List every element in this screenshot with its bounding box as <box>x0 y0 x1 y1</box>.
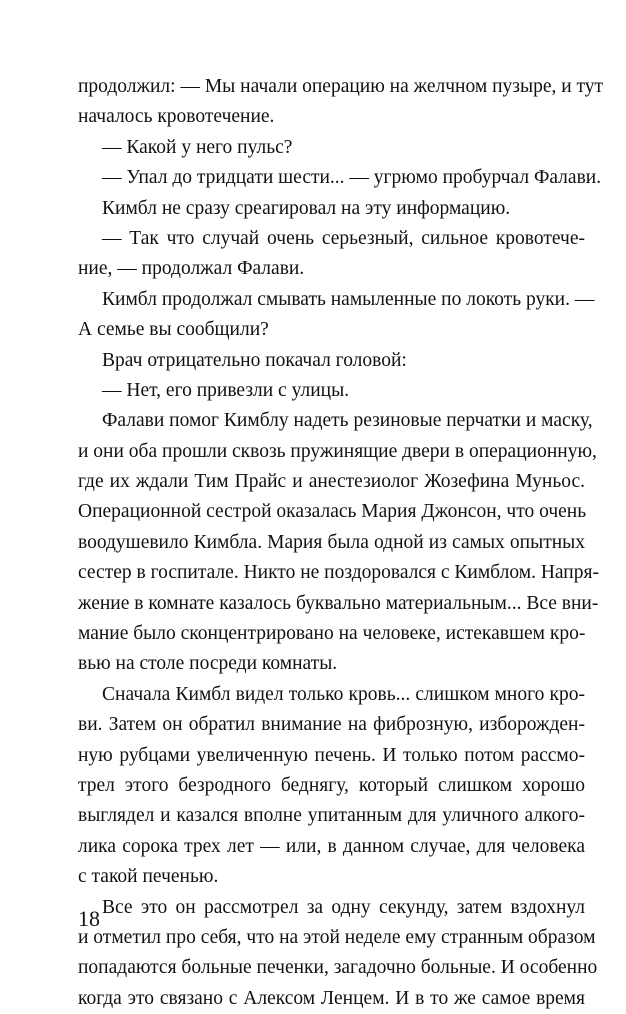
text-line: Кимбл продолжал смывать намыленные по локоть руки. — <box>102 288 595 310</box>
text-line: выглядел и казался вполне упитанным для уличного алкого- <box>78 805 585 827</box>
text-line: Все это он рассмотрел за одну секунду, затем вздохнул <box>102 896 585 918</box>
text-line: ную рубцами увеличенную печень. И только потом рассмо- <box>78 744 585 766</box>
text-line: лика сорока трех лет — или, в данном случае, для человека <box>78 835 585 857</box>
text-line: — Какой у него пульс? <box>102 136 293 158</box>
page-number: 18 <box>78 906 100 931</box>
text-line: — Упал до тридцати шести... — угрюмо пробурчал Фалави. <box>102 167 602 189</box>
text-line: началось кровотечение. <box>78 106 275 128</box>
text-line: вью на столе посреди комнаты. <box>78 653 338 675</box>
text-line: продолжил: — Мы начали операцию на желчном пузыре, и тут <box>78 76 604 97</box>
text-line: мание было сконцентрировано на человеке, истекавшем кро- <box>78 623 586 645</box>
text-line: когда это связано с Алексом Ленцем. И в то же самое время <box>78 987 585 1009</box>
text-line: попадаются больные печенки, загадочно больные. И особенно <box>78 957 598 979</box>
text-line: — Так что случай очень серьезный, сильное кровотече- <box>102 227 585 249</box>
text-line: жение в комнате казалось буквально материальным... Все вни- <box>78 592 599 614</box>
text-line: с такой печенью. <box>78 866 219 888</box>
text-line: Врач отрицательно покачал головой: <box>102 349 407 371</box>
text-line: где их ждали Тим Прайс и анестезиолог Жозефина Муньос. <box>78 471 585 493</box>
text-line: и они оба прошли сквозь пружинящие двери в операционную, <box>78 440 597 462</box>
page-body <box>78 72 604 1014</box>
text-line: Фалави помог Кимблу надеть резиновые перчатки и маску, <box>102 410 593 432</box>
text-line: и отметил про себя, что на этой неделе ему странным образом <box>78 926 596 948</box>
text-line: ви. Затем он обратил внимание на фиброзную, изборожден- <box>78 714 585 736</box>
text-line: воодушевило Кимбла. Мария была одной из самых опытных <box>78 531 585 553</box>
text-line: ние, — продолжал Фалави. <box>78 258 305 280</box>
text-line: Кимбл не сразу среагировал на эту информацию. <box>102 197 511 219</box>
text-line: трел этого безродного беднягу, который слишком хорошо <box>78 774 585 796</box>
text-line: — Нет, его привезли с улицы. <box>102 379 350 401</box>
text-line: А семье вы сообщили? <box>78 319 269 341</box>
text-line: сестер в госпитале. Никто не поздоровался с Кимблом. Напря- <box>78 562 599 584</box>
text-line: Сначала Кимбл видел только кровь... слишком много кро- <box>102 683 585 705</box>
text-line: Операционной сестрой оказалась Мария Джонсон, что очень <box>78 501 587 523</box>
